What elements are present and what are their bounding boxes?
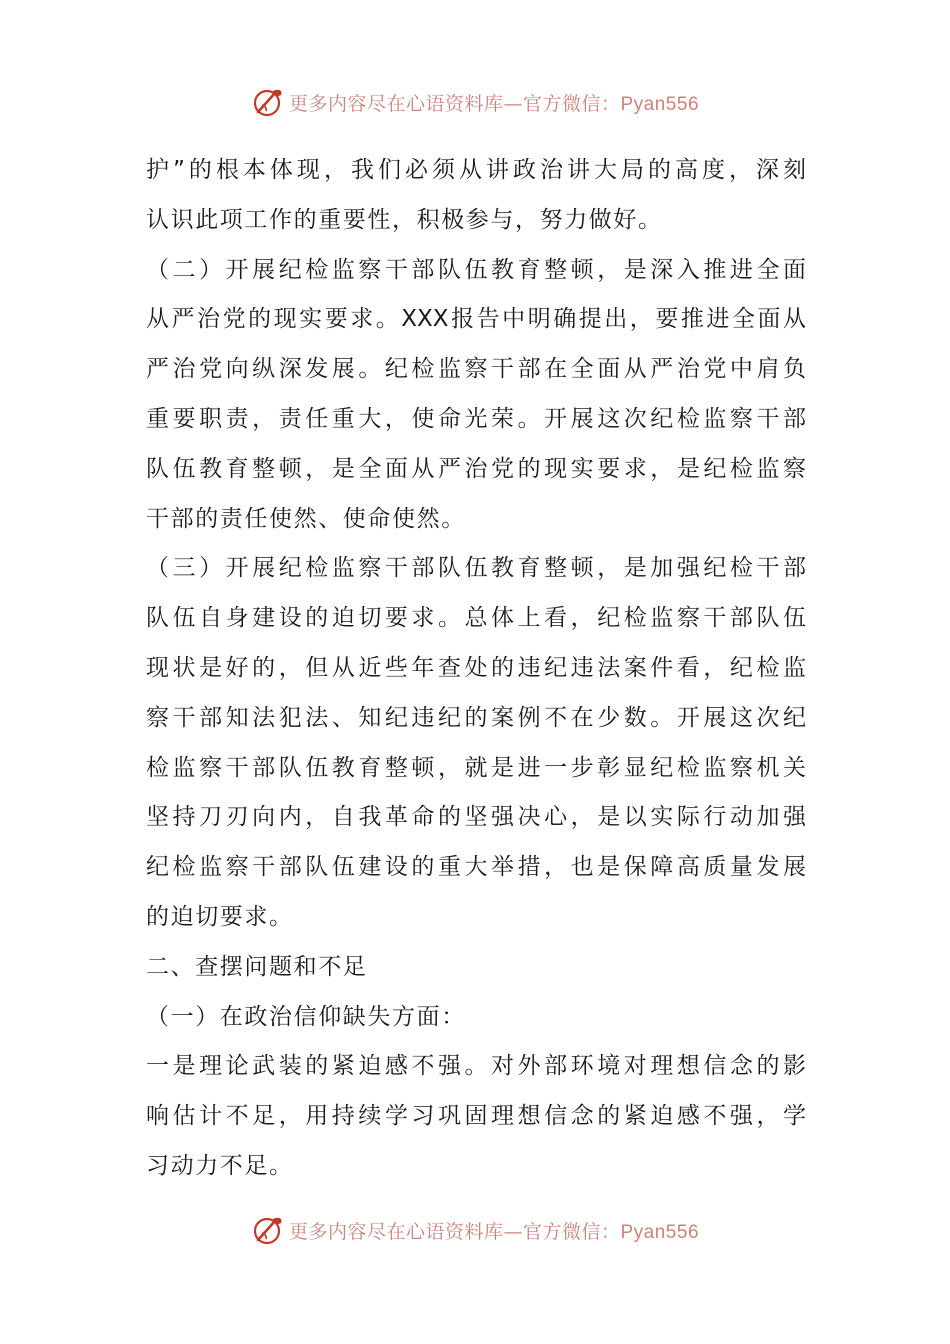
text-line: 的迫切要求。 (146, 903, 294, 930)
footer-watermark-label: 更多内容尽在心语资料库—官方微信： (288, 1220, 621, 1243)
header-watermark-label: 更多内容尽在心语资料库—官方微信： (288, 92, 621, 115)
text-line: 检监察干部队伍教育整顿，就是进一步彰显纪检监察机关 (146, 754, 806, 781)
text-line: （三）开展纪检监察干部队伍教育整顿，是加强纪检干部 (146, 555, 806, 582)
section-heading: 二、查摆问题和不足 (146, 953, 368, 980)
text-line: 一是理论武装的紧迫感不强。对外部环境对理想信念的影 (146, 1053, 806, 1080)
text-line: （二）开展纪检监察干部队伍教育整顿，是深入推进全面 (146, 256, 806, 283)
footer-watermark (0, 1210, 950, 1250)
text-line: 认识此项工作的重要性，积极参与，努力做好。 (146, 206, 663, 233)
header-watermark-text (289, 89, 699, 116)
document-body (146, 146, 806, 1192)
text-line: 干部的责任使然、使命使然。 (146, 505, 466, 532)
text-line: 纪检监察干部队伍建设的重大举措，也是保障高质量发展 (146, 854, 806, 881)
text-line: 重要职责，责任重大，使命光荣。开展这次纪检监察干部 (146, 405, 806, 432)
header-watermark (0, 82, 950, 122)
text-line: 护”的根本体现，我们必须从讲政治讲大局的高度，深刻 (146, 157, 806, 183)
text-line: 习动力不足。 (146, 1152, 294, 1179)
text-line: 队伍自身建设的迫切要求。总体上看，纪检监察干部队伍 (146, 605, 806, 632)
header-wechat-id: Pyan556 (620, 93, 700, 115)
subsection-heading: （一）在政治信仰缺失方面： (146, 1003, 466, 1030)
quill-pen-logo-icon (251, 1213, 285, 1247)
text-line: 现状是好的，但从近些年查处的违纪违法案件看，纪检监 (146, 654, 806, 681)
footer-watermark-text (289, 1217, 699, 1244)
text-line: 从严治党的现实要求。XXX报告中明确提出，要推进全面从 (146, 306, 806, 333)
footer-wechat-id: Pyan556 (620, 1221, 700, 1243)
quill-pen-logo-icon (251, 85, 285, 119)
text-line: 响估计不足，用持续学习巩固理想信念的紧迫感不强，学 (146, 1103, 806, 1130)
text-line: 坚持刀刃向内，自我革命的坚强决心，是以实际行动加强 (146, 804, 806, 831)
text-line: 察干部知法犯法、知纪违纪的案例不在少数。开展这次纪 (146, 704, 806, 731)
text-line: 严治党向纵深发展。纪检监察干部在全面从严治党中肩负 (146, 356, 806, 383)
text-line: 队伍教育整顿，是全面从严治党的现实要求，是纪检监察 (146, 455, 806, 482)
